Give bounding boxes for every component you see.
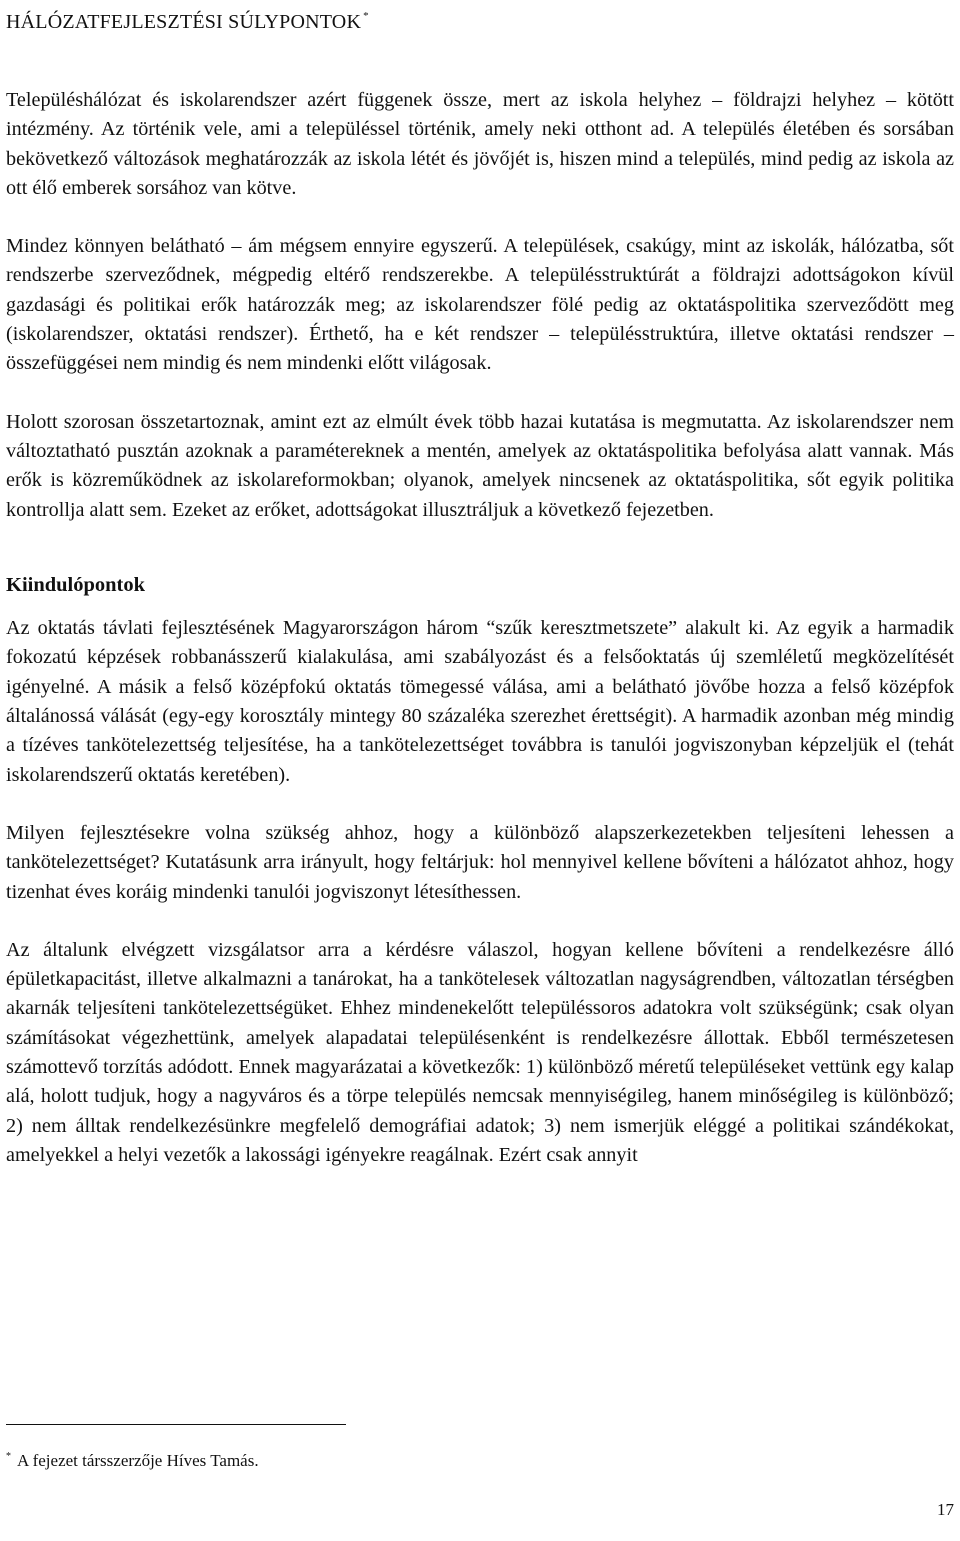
footnote-marker: *: [6, 1451, 11, 1462]
footnote-text: A fejezet társszerzője Híves Tamás.: [17, 1451, 259, 1470]
body-paragraph: Az általunk elvégzett vizsgálatsor arra a kérdésre válaszol, hogyan kellene bővíteni a rendelkezésre álló épületkapacitást, illetve alkalmazni a tanárokat, ha a tankötelesek változatlan nagyságrendben, változatlan térségben akarnák teljesíteni tankötelezettségüket. Ehhez mindenekelőtt településsoros adatokra volt szükségünk; csak olyan számításokat végezhettünk, amelyek alapadatai településenként is rendelkezésre állottak. Ebből természetesen számottevő torzítás adódott. Ennek magyarázatai a következők: 1) különböző méretű településeket vettünk egy kalap alá, holott tudjuk, hogy a nagyváros és a törpe település nemcsak mennyiségileg, hanem minőségileg is különböző; 2) nem álltak rendelkezésünkre megfelelő demográfiai adatok; 3) nem ismerjük eléggé a politikai szándékokat, amelyekkel a helyi vezetők a lakossági igényekre reagálnak. Ezért csak annyit: [6, 938, 954, 1166]
section-heading: Kiindulópontok: [6, 573, 146, 596]
body-paragraph: Milyen fejlesztésekre volna szükség ahhoz, hogy a különböző alapszerkezetekben teljesíteni lehessen a tankötelezettséget? Kutatásunk arra irányult, hogy feltárjuk: hol mennyivel kellene bővíteni a hálózatot ahhoz, hogy tizenhat éves koráig mindenki tanulói jogviszonyt létesíthessen.: [6, 821, 954, 903]
document-body: [6, 86, 954, 1199]
page-title: [6, 4, 369, 34]
page-title-text: HÁLÓZATFEJLESZTÉSI SÚLYPONTOK: [6, 11, 362, 33]
footnote: [6, 1446, 259, 1472]
footnote-divider: [6, 1424, 346, 1425]
footnote-reference: *: [363, 10, 369, 22]
body-paragraph: Az oktatás távlati fejlesztésének Magyarországon három “szűk keresztmetszete” alakult ki. Az egyik a harmadik fokozatú képzések robbanásszerű kialakulása, ami szabályozást és a felsőoktatás új szemléletű megközelítését igényelné. A másik a felső középfokú oktatás tömegessé válása, ami a belátható jövőbe hozza a felső középfok általánossá válását (egy-egy korosztály mintegy 80 százaléka szerezhet érettségit). A harmadik azonban még mindig a tízéves tankötelezettség teljesítése, ha a tankötelezettséget továbbra is tanulói jogviszonyban képzeljük el (tehát iskolarendszerű oktatás keretében).: [6, 617, 954, 786]
body-paragraph: Településhálózat és iskolarendszer azért függenek össze, mert az iskola helyhez – földrajzi helyhez – kötött intézmény. Az történik vele, ami a településsel történik, amely neki otthont ad. A település életében és sorsában bekövetkező változások meghatározzák az iskola létét és jövőjét is, hiszen mind a település, mind pedig az iskola az ott élő emberek sorsához van kötve.: [6, 89, 954, 199]
body-paragraph: Holott szorosan összetartoznak, amint ezt az elmúlt évek több hazai kutatása is megmutatta. Az iskolarendszer nem változtatható pusztán azoknak a paramétereknek a mentén, amelyek az oktatáspolitika befolyása alatt vannak. Más erők is közreműködnek az iskolareformokban; olyanok, amelyek nincsenek az oktatáspolitika, sőt egyik politika kontrollja alatt sem. Ezeket az erőket, adottságokat illusztráljuk a következő fejezetben.: [6, 410, 954, 521]
page-number: 17: [937, 1500, 954, 1519]
body-paragraph: Mindez könnyen belátható – ám mégsem ennyire egyszerű. A települések, csakúgy, mint az iskolák, hálózatba, sőt rendszerbe szerveződnek, mégpedig eltérő rendszerekbe. A településstruktúrát a földrajzi adottságokon kívül gazdasági és politikai erők határozzák meg; az iskolarendszer fölé pedig az oktatáspolitika szerveződött meg (iskolarendszer, oktatási rendszer). Érthető, ha e két rendszer – településstruktúra, illetve oktatási rendszer – összefüggései nem mindig és nem mindenki előtt világosak.: [6, 235, 954, 375]
